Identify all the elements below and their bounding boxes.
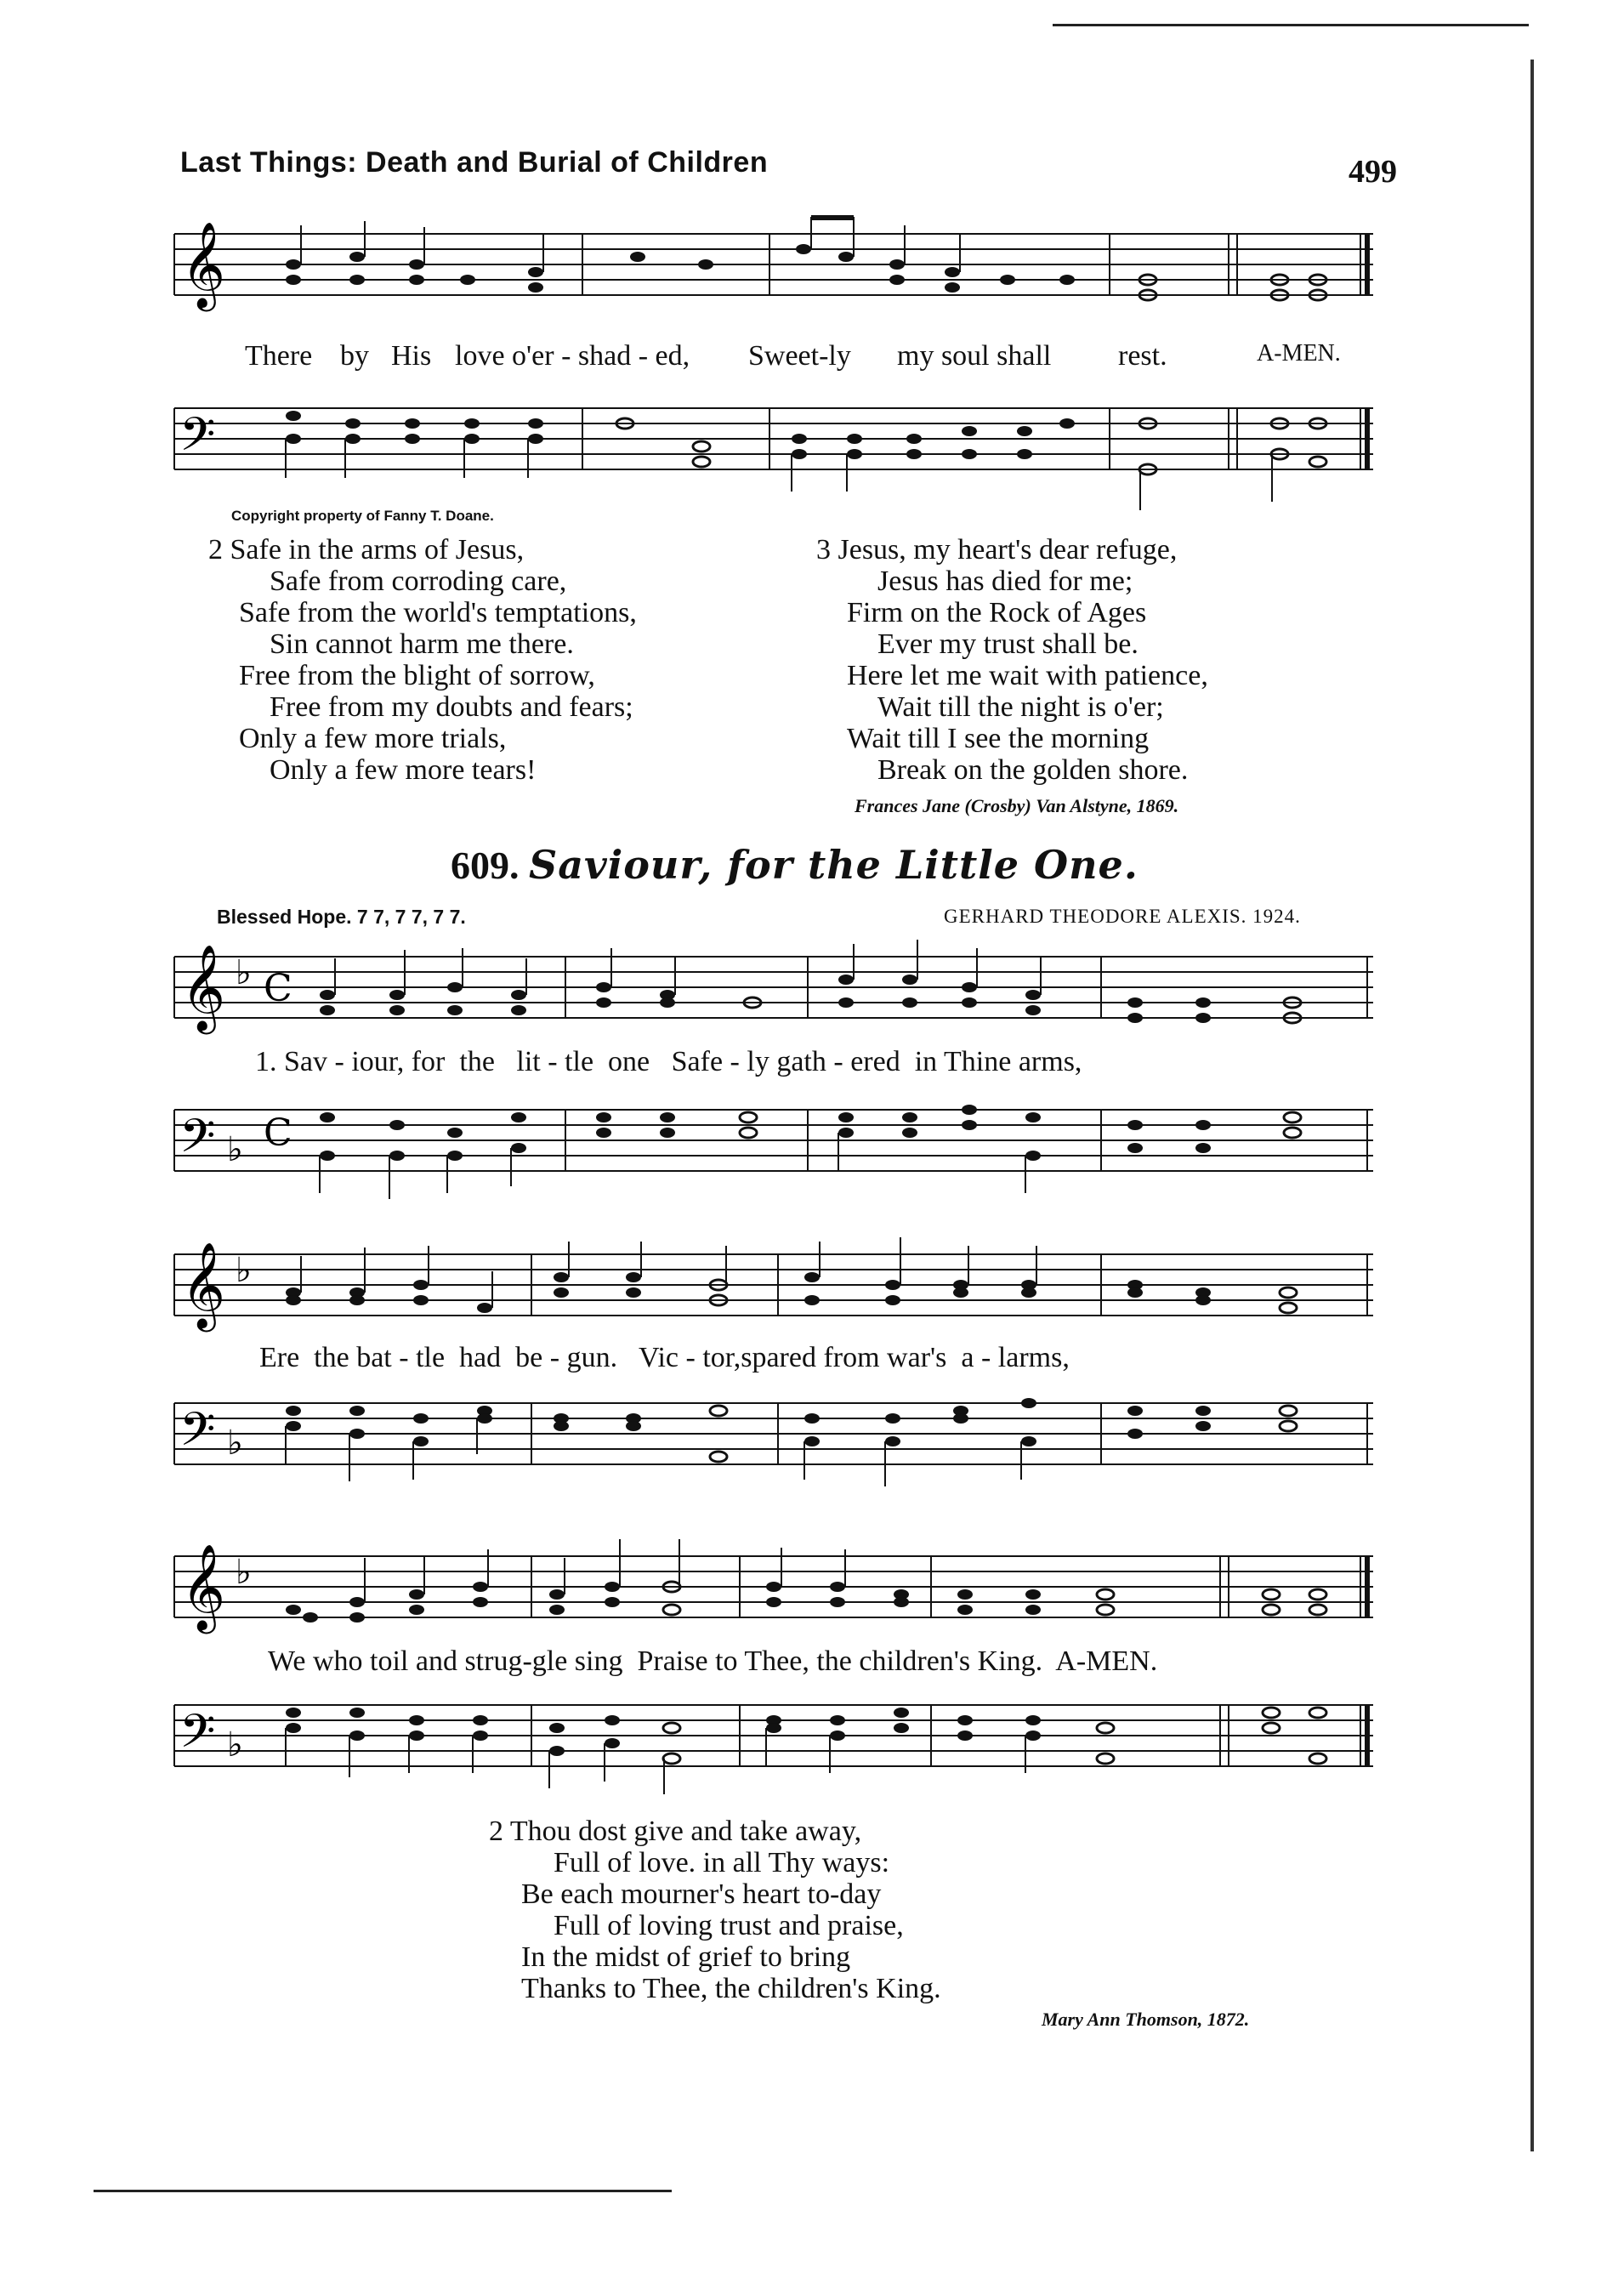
- verse-609-2-line-6: Thanks to Thee, the children's King.: [521, 1973, 941, 2004]
- svg-text:♭: ♭: [227, 1130, 243, 1169]
- page-corner-line: [1053, 24, 1529, 26]
- svg-text:♭: ♭: [227, 1424, 243, 1463]
- svg-text:♭: ♭: [236, 1251, 252, 1290]
- lyric-608-rest: rest.: [1118, 340, 1167, 372]
- verse-608-2-line-4: Sin cannot harm me there.: [270, 628, 574, 660]
- page-bottom-rule: [94, 2190, 672, 2192]
- verse-608-3-line-1: 3 Jesus, my heart's dear refuge,: [816, 534, 1178, 565]
- treble-staff-609-system-1: [174, 940, 1382, 1033]
- treble-staff-609-system-3: [174, 1539, 1382, 1633]
- svg-text:𝄢: 𝄢: [179, 1402, 216, 1468]
- svg-text:♭: ♭: [227, 1725, 243, 1765]
- treble-staff-609-system-2: [174, 1237, 1382, 1331]
- tune-name: Blessed Hope. 7 7, 7 7, 7 7.: [217, 906, 466, 928]
- bass-staff-609-system-1: [174, 1093, 1382, 1203]
- verse-608-2-line-1: 2 Safe in the arms of Jesus,: [208, 534, 525, 565]
- verse-608-2-line-8: Only a few more tears!: [270, 754, 537, 786]
- verse-608-2: [208, 534, 637, 786]
- svg-text:C: C: [264, 967, 292, 1010]
- verse-608-2-line-3: Safe from the world's temptations,: [239, 597, 637, 628]
- verse-609-2-line-1: 2 Thou dost give and take away,: [489, 1816, 862, 1847]
- hymn-name: Saviour, for the Little One.: [529, 842, 1139, 888]
- lyric-608-there: There: [245, 340, 313, 372]
- svg-text:C: C: [264, 1111, 292, 1155]
- verse-609-2-line-3: Be each mourner's heart to-day: [521, 1878, 882, 1910]
- lyric-608-amen: A-MEN.: [1257, 340, 1341, 367]
- hymn-number: 609.: [451, 844, 520, 887]
- treble-staff-608: [174, 217, 1382, 310]
- verse-608-2-line-5: Free from the blight of sorrow,: [239, 660, 595, 691]
- svg-text:𝄢: 𝄢: [179, 1704, 216, 1770]
- svg-text:♭: ♭: [236, 1553, 252, 1592]
- composer-credit: GERHARD THEODORE ALEXIS. 1924.: [944, 906, 1301, 927]
- svg-text:♭: ♭: [236, 953, 252, 992]
- bass-staff-609-system-3: [174, 1688, 1382, 1799]
- bass-staff-609-system-2: [174, 1386, 1382, 1497]
- verse-609-2-line-2: Full of love. in all Thy ways:: [554, 1847, 890, 1878]
- lyric-608-his: His: [391, 340, 432, 372]
- lyric-608-sweetly: Sweet-ly: [748, 340, 851, 372]
- copyright-notice: Copyright property of Fanny T. Doane.: [231, 508, 494, 524]
- lyric-609-line-2: Ere the bat - tle had be - gun. Vic - tor,spared from war's a - larms,: [259, 1342, 1070, 1373]
- verse-608-2-line-2: Safe from corroding care,: [270, 565, 567, 597]
- page-edge-rule: [1530, 60, 1534, 2151]
- verse-608-2-line-7: Only a few more trials,: [239, 723, 507, 754]
- verse-608-3-line-8: Break on the golden shore.: [877, 754, 1189, 786]
- svg-text:𝄞: 𝄞: [181, 943, 226, 1031]
- lyric-608-love: love o'er - shad - ed,: [455, 340, 690, 372]
- lyric-608-by: by: [340, 340, 369, 372]
- lyric-609-line-1: 1. Sav - iour, for the lit - tle one Safe - ly gath - ered in Thine arms,: [255, 1046, 1082, 1077]
- verse-608-3-line-6: Wait till the night is o'er;: [877, 691, 1164, 723]
- verse-608-3-line-5: Here let me wait with patience,: [847, 660, 1208, 691]
- verse-608-3-line-2: Jesus has died for me;: [877, 565, 1133, 597]
- svg-text:𝄞: 𝄞: [181, 220, 226, 308]
- verse-608-3-line-4: Ever my trust shall be.: [877, 628, 1139, 660]
- verse-609-2-line-5: In the midst of grief to bring: [521, 1941, 851, 1973]
- lyric-609-line-3: We who toil and strug-gle sing Praise to Thee, the children's King. A-MEN.: [268, 1645, 1158, 1677]
- svg-text:𝄞: 𝄞: [181, 1543, 226, 1630]
- verse-609-2: [489, 1816, 941, 2004]
- author-608: Frances Jane (Crosby) Van Alstyne, 1869.: [855, 795, 1179, 816]
- verse-608-3-line-3: Firm on the Rock of Ages: [847, 597, 1147, 628]
- svg-text:𝄞: 𝄞: [181, 1241, 226, 1328]
- svg-text:𝄢: 𝄢: [179, 407, 216, 473]
- author-609: Mary Ann Thomson, 1872.: [1042, 2009, 1250, 2030]
- svg-text:𝄢: 𝄢: [179, 1109, 216, 1174]
- verse-608-3: [816, 534, 1208, 786]
- verse-609-2-line-4: Full of loving trust and praise,: [554, 1910, 904, 1941]
- bass-staff-608: [174, 383, 1382, 510]
- section-heading: Last Things: Death and Burial of Children: [180, 146, 769, 179]
- verse-608-2-line-6: Free from my doubts and fears;: [270, 691, 633, 723]
- hymn-title: [451, 842, 1139, 888]
- verse-608-3-line-7: Wait till I see the morning: [847, 723, 1150, 754]
- lyric-608-my-soul: my soul shall: [897, 340, 1052, 372]
- page-number: 499: [1349, 154, 1397, 190]
